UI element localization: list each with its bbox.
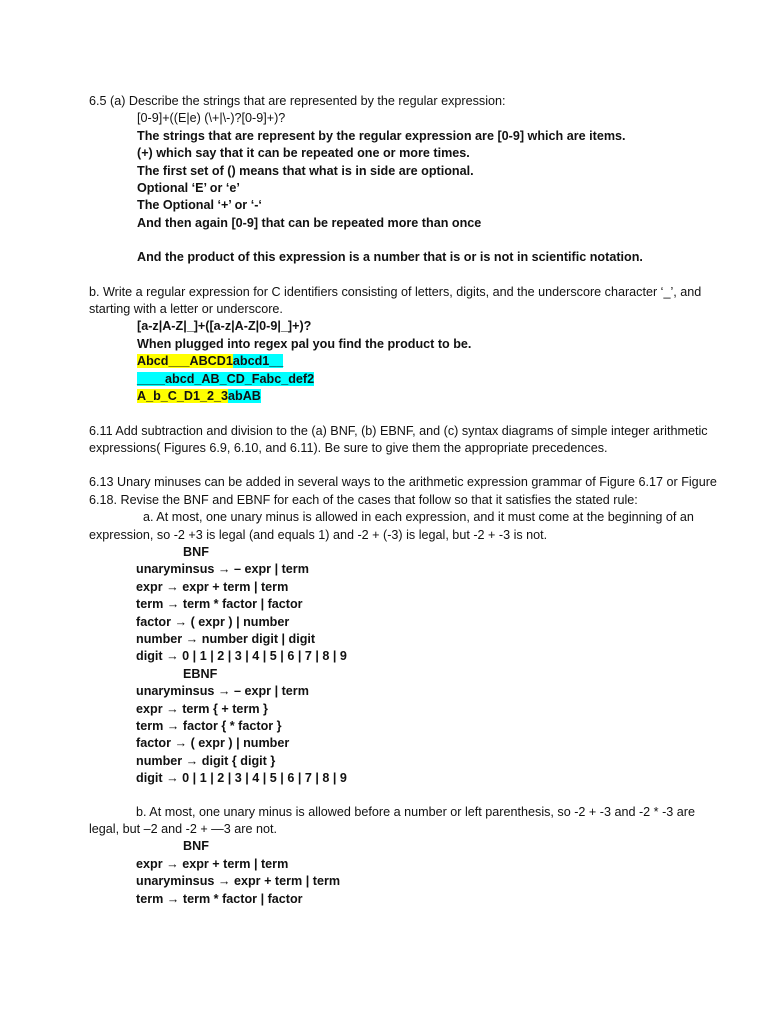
match-highlight-cyan: ____abcd_AB_CD_Fabc_def2 xyxy=(137,371,315,386)
q613a-ebnf xyxy=(89,683,728,787)
grammar-rule: number → number digit | digit xyxy=(136,631,316,646)
grammar-rule: expr → term { + term } xyxy=(136,701,268,716)
q613a-bnf-label: BNF xyxy=(183,544,209,559)
grammar-rule: term → term * factor | factor xyxy=(136,597,303,612)
q65b-match-3 xyxy=(89,388,728,405)
answer-line: And then again [0-9] that can be repeated more than once xyxy=(137,215,482,230)
answer-line: (+) which say that it can be repeated one or more times. xyxy=(137,146,470,161)
q65-conclusion: And the product of this expression is a number that is or is not in scientific notation. xyxy=(137,250,643,265)
answer-line: The first set of () means that what is in side are optional. xyxy=(137,163,474,178)
q65b-regexpal: When plugged into regex pal you find the product to be. xyxy=(137,336,472,351)
q613b-bnf xyxy=(89,856,728,908)
q613a-ebnf-label: EBNF xyxy=(183,666,218,681)
match-highlight-cyan: abAB xyxy=(228,389,261,404)
grammar-rule: term → factor { * factor } xyxy=(136,719,282,733)
answer-line: The strings that are represent by the regular expression are [0-9] which are items. xyxy=(137,128,626,143)
q65b-question: b. Write a regular expression for C identifiers consisting of letters, digits, and the underscore character ‘_’, and starting with a letter or underscore. xyxy=(89,284,702,317)
q65b-match-2 xyxy=(89,371,728,388)
grammar-rule: number → digit { digit } xyxy=(136,753,276,768)
q65-answer xyxy=(89,128,728,232)
q613b-text: b. At most, one unary minus is allowed before a number or left parenthesis, so -2 + -3 and -2 * -3 are legal, but –2 and -2 + —3 are not. xyxy=(89,804,695,837)
q613-text: 6.13 Unary minuses can be added in several ways to the arithmetic expression grammar of Figure 6.17 or Figure 6.18. Revise the BNF and EBNF for each of the cases that follow so that it satisfies the stated rule: xyxy=(89,475,717,507)
q65-heading: 6.5 (a) Describe the strings that are represented by the regular expression: xyxy=(89,94,506,108)
q613b-bnf-label: BNF xyxy=(183,839,209,854)
grammar-rule: digit → 0 | 1 | 2 | 3 | 4 | 5 | 6 | 7 | 8 | 9 xyxy=(136,771,347,786)
q65-regex: [0-9]+((E|e) (\+|\-)?[0-9]+)? xyxy=(137,111,286,126)
grammar-rule: factor → ( expr ) | number xyxy=(136,614,290,629)
q613a-text: a. At most, one unary minus is allowed in each expression, and it must come at the beginning of an expression, so -2 +3 is legal (and equals 1) and -2 + (-3) is legal, but -2 + -3 is not. xyxy=(89,510,694,542)
match-highlight-yellow: A_b_C_D1_2_3 xyxy=(137,389,229,404)
q611-text: 6.11 Add subtraction and division to the (a) BNF, (b) EBNF, and (c) syntax diagrams of simple integer arithmetic expressions( Figures 6.9, 6.10, and 6.11). Be sure to give them the appropriate precedences. xyxy=(89,423,708,455)
answer-line: Optional ‘E’ or ‘e’ xyxy=(137,181,240,196)
q65b-match-1 xyxy=(89,353,728,370)
grammar-rule: digit → 0 | 1 | 2 | 3 | 4 | 5 | 6 | 7 | 8 | 9 xyxy=(136,649,347,664)
grammar-rule: expr → expr + term | term xyxy=(136,856,289,871)
grammar-rule: unaryminsus → – expr | term xyxy=(136,684,309,699)
match-highlight-cyan: abcd1__ xyxy=(232,354,284,369)
match-highlight-yellow: Abcd___ABCD1 xyxy=(137,354,233,369)
q65b-regex: [a-z|A-Z|_]+([a-z|A-Z|0-9|_]+)? xyxy=(137,319,312,334)
grammar-rule: unaryminsus → expr + term | term xyxy=(136,874,341,889)
q613a-bnf xyxy=(89,561,728,665)
answer-line: The Optional ‘+’ or ‘-‘ xyxy=(137,198,262,213)
grammar-rule: term → term * factor | factor xyxy=(136,891,303,906)
grammar-rule: factor → ( expr ) | number xyxy=(136,736,290,751)
grammar-rule: expr → expr + term | term xyxy=(136,579,289,594)
grammar-rule: unaryminsus → – expr | term xyxy=(136,562,309,577)
